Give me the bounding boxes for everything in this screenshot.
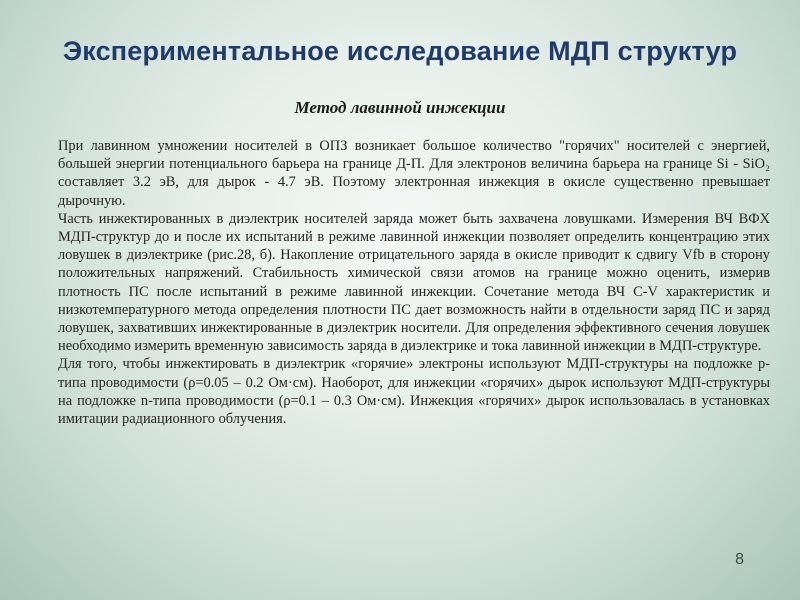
paragraph-2: Часть инжектированных в диэлектрик носителей заряда может быть захвачена ловушками. Измерения ВЧ ВФХ МДП-структур до и после их испытаний в режиме лавинной инжекции позволяет определить концентрацию этих ловушек в диэлектрике (рис.28, б). Накопление отрицательного заряда в окисле приводит к сдвигу Vfb в сторону положительных напряжений. Стабильность химической связи атомов на границе можно оценить, измерив плотность ПС после испытаний в режиме лавинной инжекции. Сочетание метода ВЧ C-V характеристик и низкотемпературного метода определения плотности ПС дает возможность найти в отдельности заряд ПС и заряд ловушек, захвативших инжектированные в диэлектрик носители. Для определения эффективного сечения ловушек необходимо измерить временную зависимость заряда в диэлектрике и тока лавинной инжекции в МДП-структуре. [58, 210, 770, 355]
body-text [58, 137, 770, 428]
paragraph-3: Для того, чтобы инжектировать в диэлектрик «горячие» электроны используют МДП-структуры на подложке р-типа проводимости (ρ=0.05 – 0.2 Ом·см). Наоборот, для инжекции «горячих» дырок используют МДП-структуры на подложке n-типа проводимости (ρ=0.1 – 0.3 Ом·см). Инжекция «горячих» дырок использовалась в установках имитации радиационного облучения. [58, 356, 770, 428]
slide-title: Экспериментальное исследование МДП структур [62, 36, 738, 66]
paragraph-1: При лавинном умножении носителей в ОПЗ возникает большое количество "горячих" носителей с энергией, большей энергии потенциального барьера на границе Д-П. Для электронов величина барьера на границе Si - SiO₂ составляет 3.2 эВ, для дырок - 4.7 эВ. Поэтому электронная инжекция в окисле существенно превышает дырочную. [58, 138, 770, 209]
page-number: 8 [735, 551, 744, 568]
slide-subtitle: Метод лавинной инжекции [294, 98, 506, 117]
